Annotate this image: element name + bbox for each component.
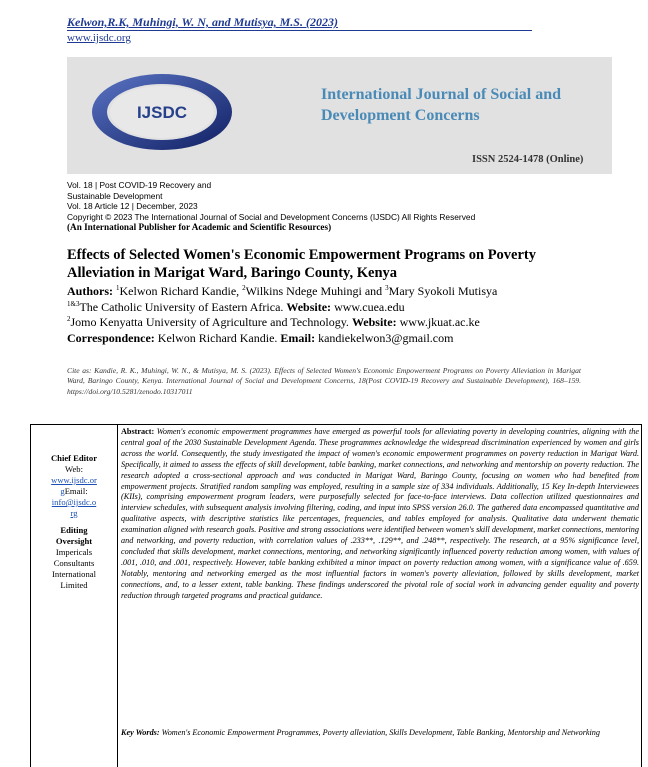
affil2-site[interactable]: www.jkuat.ac.ke [396, 315, 480, 329]
sidebar-email-link-end[interactable]: rg [70, 508, 78, 518]
author2-sup: 2 [242, 284, 246, 292]
keywords [121, 727, 639, 738]
editing-label: Editing [60, 525, 88, 535]
journal-banner [67, 57, 612, 174]
website-label-1: Website: [286, 299, 332, 314]
keywords-label: Key Words: [121, 728, 160, 737]
affiliation1-row [67, 300, 627, 316]
correspondence-name: Kelwon Richard Kandie. [154, 330, 281, 345]
keywords-text: Women's Economic Empowerment Programmes, Poverty alleviation, Skills Development, Table Banking, Mentorship and Networking [159, 728, 600, 737]
author1: Kelwon Richard Kandie, [119, 284, 243, 298]
author1-sup: 1 [116, 284, 120, 292]
website-label-2: Website: [351, 315, 397, 329]
sidebar-email-link[interactable]: info@ijsdc.o [51, 497, 97, 507]
author3-sup: 3 [385, 284, 389, 292]
authors-label: Authors: [67, 284, 114, 298]
theme-line: Sustainable Development [67, 190, 163, 201]
affil1-sup: 1&3 [67, 299, 80, 308]
article-title: Effects of Selected Women's Economic Empowerment Programs on Poverty Alleviation in Marigat Ward, Baringo County, Kenya [67, 247, 537, 281]
email-label: Email: [64, 486, 88, 496]
author3: Mary Syokoli Mutisya [388, 284, 498, 298]
abstract [121, 427, 639, 602]
email-label: Email: [280, 330, 316, 345]
authors-row [67, 284, 627, 300]
publisher-line: (An International Publisher for Academic and Scientific Resources) [67, 222, 332, 232]
affil1: The Catholic University of Eastern Africa. [79, 299, 287, 314]
abstract-text: Women's economic empowerment programmes have emerged as powerful tools for alleviating poverty in developing countries, aligning with the central goal of the 2030 Sustainable Development Agenda. These programmes acknowledge the widespread discrimination experienced by women and girls across the world. Consequently, the study investigated the impact of women's economic empowerment programmes on poverty reduction in Marigat Ward. Specifically, it aimed to assess the effects of skill development, table banking, market connections, and networking and mentorship on poverty reduction. The research adopted a cross-sectional approach and was conducted in Marigat Ward, Baringo County, focusing on women who had benefited from empowerment projects. Stratified random sampling was employed, resulting in a sample size of 334 individuals. Additionally, 15 Key In-depth Interviewees (KIIs), comprising empowerment program leaders, were purposefully selected for face-to-face interviews. Data collection utilized questionnaires and interview schedules, with subsequent analysis involving filtering, coding, and input into SPSS version 26.0. The gathered data encompassed quantitative and qualitative aspects, with descriptive statistics like percentages, frequencies, and tables employed for analysis. Qualitative data underwent thematic examination aligned with research goals. Positive and strong associations were identified between women's skill development, market connections, mentoring and networking, and poverty reduction, with correlation values of .233**, .129**, and .248**, respectively. The research, at a 95% significance level, concluded that skills development, market connections, mentoring, and networking significantly influenced poverty reduction among women, with values of .001, .010, and .001, respectively. However, table banking exhibited a minor impact on poverty reduction among women, with a significance value of .659. Notably, mentoring and networking emerged as the most influential factors in women's poverty alleviation, followed by skills development, market connections, and, to a lesser extent, table banking. These findings underscored the pivotal role of social work in advancing gender equality and poverty reduction through targeted programs and practical guidance. [121, 427, 639, 600]
abstract-label: Abstract: [121, 427, 155, 436]
journal-website-link[interactable]: www.ijsdc.org [67, 32, 131, 44]
abstract-frame [30, 424, 642, 767]
org-line-3: International [52, 569, 96, 579]
affiliation2-row [67, 315, 627, 331]
chief-editor-label: Chief Editor [50, 453, 98, 463]
volume-line: Vol. 18 | Post COVID-19 Recovery and [67, 180, 212, 190]
sidebar-web-link-end[interactable]: g [60, 486, 65, 496]
org-line-1: Impericals [55, 547, 93, 557]
sidebar-web-link[interactable]: www.ijsdc.or [51, 475, 97, 485]
issn: ISSN 2524-1478 (Online) [472, 154, 584, 165]
running-authors: Kelwon,R.K, Muhingi, W. N, and Mutisya, M.S. (2023) [67, 15, 338, 29]
affil2-sup: 2 [67, 315, 71, 323]
issue-metadata [67, 180, 547, 233]
author2: Wilkins Ndege Muhingi and [245, 284, 386, 298]
org-line-2: Consultants [53, 558, 95, 568]
copyright-line: Copyright © 2023 The International Journal of Social and Development Concerns (IJSDC) All Rights Reserved [67, 211, 476, 222]
correspondence-email[interactable]: kandiekelwon3@gmail.com [315, 330, 454, 345]
author-block [67, 284, 627, 346]
correspondence-row [67, 331, 627, 347]
citation: Cite as: Kandie, R. K., Muhingi, W. N., & Mutisya, M. S. (2023). Effects of Selected Women's Economic Empowerment Programs on Poverty Alleviation in Marigat Ward, Baringo County, Kenya. International Journal of Social and Development Concerns, 18(Post COVID-19 Recovery and Sustainable Development), 168–159. https://doi.org/10.5281/zenodo.10317011 [67, 366, 581, 396]
affil1-site[interactable]: www.cuea.edu [331, 299, 405, 314]
editorial-sidebar [31, 453, 117, 591]
frame-divider [117, 425, 118, 767]
ijsdc-logo [87, 70, 237, 154]
oversight-label: Oversight [55, 536, 93, 546]
article-line: Vol. 18 Article 12 | December, 2023 [67, 201, 198, 211]
web-label: Web: [65, 464, 83, 474]
logo-text: IJSDC [136, 103, 188, 122]
affil2: Jomo Kenyatta University of Agriculture and Technology. [70, 315, 352, 329]
header-rule [67, 30, 532, 31]
correspondence-label: Correspondence: [67, 330, 155, 345]
journal-name: International Journal of Social and Development Concerns [321, 86, 562, 124]
org-line-4: Limited [60, 580, 88, 590]
